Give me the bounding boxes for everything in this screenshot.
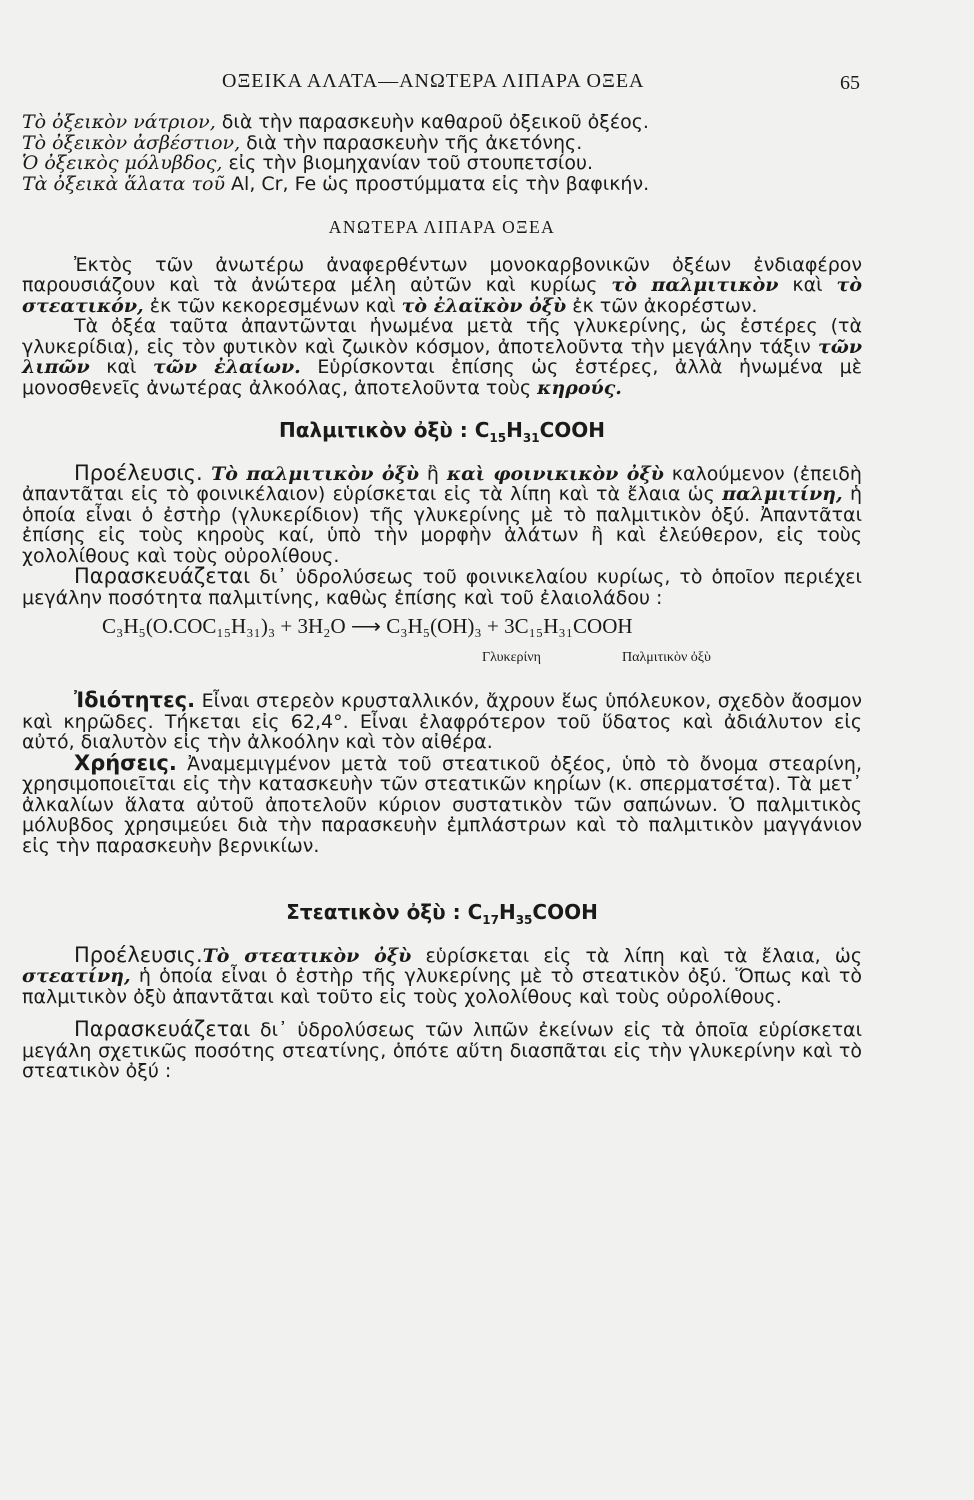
palmitic-acid-label: Παλμιτικὸν ὀξὺ (622, 650, 711, 665)
salt-use-line: Τὸ ὀξεικὸν νάτριον, διὰ τὴν παρασκευὴν καθαροῦ ὀξεικοῦ ὀξέος. (22, 111, 649, 133)
palmitic-heading: Παλμιτικὸν ὀξὺ : $C_{15}H_{31}COOH$ (279, 418, 605, 445)
equation-line: C₃H₅(O.COC₁₅H₃₁)₃ + 3H₂O ⟶ C₃H₅(OH)₃ + 3C₁₅H₃₁COOH (102, 614, 633, 638)
page-body (22, 112, 862, 1082)
page-number: 65 (840, 72, 860, 94)
palmitic-preparation: Παρασκευάζεται δι᾽ ὑδρολύσεως τοῦ φοινικελαίου κυρίως, τὸ ὁποῖον περιέχει μεγάλην ποσότητα παλμιτίνης, καθὼς ἐπίσης καὶ τοῦ ἐλαιολάδου : (22, 564, 862, 609)
stearic-heading: Στεατικὸν ὀξὺ : $C_{17}H_{35}COOH$ (286, 900, 598, 927)
salt-use-line: Ὁ ὀξεικὸς μόλυβδος, εἰς τὴν βιομηχανίαν τοῦ στουπετσίου. (22, 152, 593, 174)
occurrence-paragraph: Τὰ ὀξέα ταῦτα ἀπαντῶνται ἡνωμένα μετὰ τῆς γλυκερίνης, ὡς ἐστέρες (τὰ γλυκερίδια), εἰς τὸν φυτικὸν καὶ ζωικὸν κόσμον, ἀποτελοῦντα τὴν μεγάλην τάξιν τῶν λιπῶν καὶ τῶν ἐλαίων. Εὑρίσκονται ἐπίσης ὡς ἐστέρες, ἀλλὰ ἡνωμένα μὲ μονοσθενεῖς ἀνωτέρας ἀλκοόλας, ἀποτελοῦντα τοὺς κηρούς. (22, 315, 863, 399)
salt-uses-list (22, 112, 862, 194)
palmitic-uses: Χρήσεις. Ἀναμεμιγμένον μετὰ τοῦ στεατικοῦ ὀξέος, ὑπὸ τὸ ὄνομα στεαρίνη, χρησιμοποιεῖται εἰς τὴν κατασκευὴν τῶν στεατικῶν κηρίων (κ. σπερματσέτα). Τὰ μετ᾽ ἀλκαλίων ἅλατα αὐτοῦ ἀποτελοῦν κύριον συστατικὸν τῶν σαπώνων. Ὁ παλμιτικὸς μόλυβδος χρησιμεύει διὰ τὴν παρασκευὴν ἐμπλάστρων καὶ τὸ παλμιτικὸν μαγγάνιον εἰς τὴν παρασκευὴν βερνικίων. (22, 750, 862, 857)
salt-use-line: Τὸ ὀξεικὸν ἀσβέστιον, διὰ τὴν παρασκευὴν τῆς ἀκετόνης. (22, 131, 583, 154)
palmitic-origin: Προέλευσις. Τὸ παλμιτικὸν ὀξὺ ἢ καὶ φοινικικὸν ὀξὺ καλούμενον (ἐπειδὴ ἀπαντᾶται εἰς τὸ φοινικέλαιον) εὑρίσκεται εἰς τὰ λίπη καὶ τὰ ἔλαια ὡς παλμιτίνη, ἡ ὁποία εἶναι ὁ ἐστὴρ (γλυκερίδιον) τῆς γλυκερίνης μὲ τὸ παλμιτικὸν ὀξύ. Ἀπαντᾶται ἐπίσης εἰς τοὺς κηροὺς καί, ὑπὸ τὴν μορφὴν ἀλάτων ἢ καὶ ἐλεύθερον, εἰς τοὺς χολολίθους καὶ τοὺς οὐρολίθους. (22, 460, 862, 567)
stearic-preparation: Παρασκευάζεται δι᾽ ὑδρολύσεως τῶν λιπῶν ἐκείνων εἰς τὰ ὁποῖα εὑρίσκεται μεγάλη σχετικῶς ποσότης στεατίνης, ὁπότε αὕτη διασπᾶται εἰς τὴν γλυκερίνην καὶ τὸ στεατικὸν ὀξύ : (22, 1017, 862, 1082)
glycerin-label: Γλυκερίνη (482, 650, 541, 665)
page-header (0, 70, 974, 100)
salt-use-line: Τὰ ὀξεικὰ ἅλατα τοῦ Al, Cr, Fe ὡς προστύμματα εἰς τὴν βαφικήν. (22, 172, 650, 195)
palmitic-properties: Ἰδιότητες. Εἶναι στερεὸν κρυσταλλικόν, ἄχρουν ἕως ὑπόλευκον, σχεδὸν ἄοσμον καὶ κηρῶδες. Τήκεται εἰς 62,4°. Εἶναι ἐλαφρότερον τοῦ ὕδατος καὶ ἀδιάλυτον εἰς αὐτό, διαλυτὸν εἰς τὴν ἀλκοόλην καὶ τὸν αἰθέρα. (22, 688, 862, 753)
running-head: ΟΞΕΙΚΑ ΑΛΑΤΑ—ΑΝΩΤΕΡΑ ΛΙΠΑΡΑ ΟΞΕΑ (222, 70, 645, 92)
section-title: ΑΝΩΤΕΡΑ ΛΙΠΑΡΑ ΟΞΕΑ (328, 217, 556, 237)
stearic-origin: Προέλευσις.Τὸ στεατικὸν ὀξὺ εὑρίσκεται εἰς τὰ λίπη καὶ τὰ ἔλαια, ὡς στεατίνη, ἡ ὁποία εἶναι ὁ ἐστὴρ τῆς γλυκερίνης μὲ τὸ στεατικὸν ὀξύ. Ὅπως καὶ τὸ παλμιτικὸν ὀξὺ ἀπαντᾶται καὶ τοῦτο εἰς τοὺς χολολίθους καὶ τοὺς οὐρολίθους. (22, 942, 862, 1008)
intro-paragraph: Ἐκτὸς τῶν ἀνωτέρω ἀναφερθέντων μονοκαρβονικῶν ὀξέων ἐνδιαφέρον παρουσιάζουν καὶ τὰ ἀνώτερα μέλη αὐτῶν καὶ κυρίως τὸ παλμιτικὸν καὶ τὸ στεατικόν, ἐκ τῶν κεκορεσμένων καὶ τὸ ἐλαϊκὸν ὀξὺ ἐκ τῶν ἀκορέστων. (22, 253, 863, 317)
hydrolysis-equation (22, 616, 862, 684)
